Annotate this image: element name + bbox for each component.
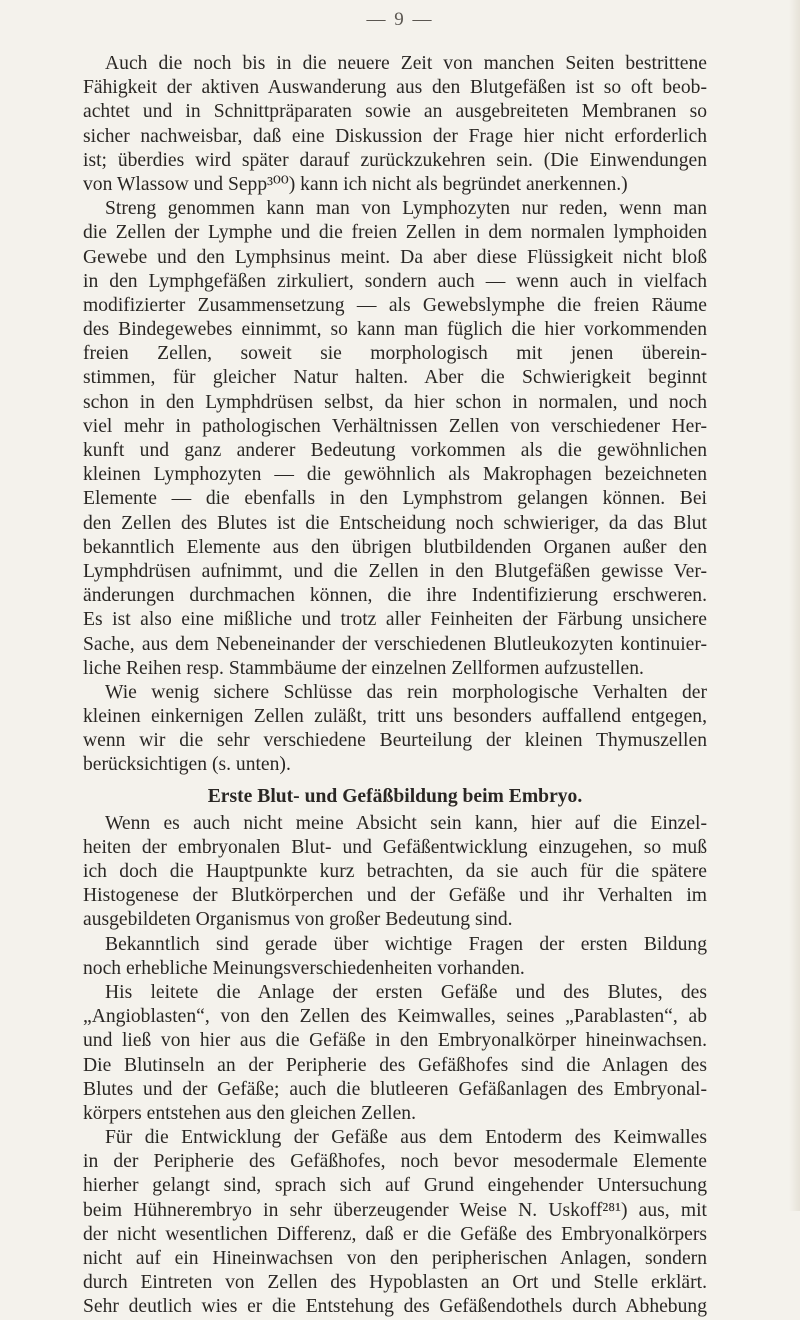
text-line: ich doch die Hauptpunkte kurz betrachten, da sie auch für die spätere [83, 861, 707, 882]
text-line: „Angioblasten“, von den Zellen des Keimwalles, seines „Parablasten“, ab [83, 1006, 707, 1028]
text-line: Auch die noch bis in die neuere Zeit von manchen Seiten bestrittene [105, 53, 707, 74]
text-line: der nicht wesentlichen Differenz, daß er die Gefäße des Embryonalkörpers [83, 1223, 707, 1245]
text-line: Lymphdrüsen aufnimmt, und die Zellen in den Blutgefäßen gewisse Ver- [83, 560, 707, 582]
section-heading: Erste Blut- und Gefäßbildung beim Embryo. [207, 785, 583, 807]
text-line: ausgebildeten Organismus von großer Bedeutung sind. [83, 909, 513, 931]
text-line: von Wlassow und Sepp³⁰⁰) kann ich nicht als begründet anerkennen.) [83, 173, 628, 195]
text-line: viel mehr in pathologischen Verhältnissen Zellen von verschiedener Her- [83, 415, 707, 437]
text-line: und ließ von hier aus die Gefäße in den Embryonalkörper hineinwachsen. [83, 1030, 707, 1052]
paragraph [83, 812, 707, 933]
text-line: Wie wenig sichere Schlüsse das rein morphologische Verhalten der [105, 681, 707, 703]
paragraph [83, 52, 707, 197]
text-line: achtet und in Schnittpräparaten sowie an ausgebreiteten Membranen so [83, 101, 707, 123]
page-edge-shadow [789, 0, 800, 1211]
text-line: die Zellen der Lymphe und die freien Zellen in dem normalen lymphoiden [83, 222, 707, 244]
text-line: modifizierter Zusammensetzung — als Gewebslymphe die freien Räume [83, 294, 707, 316]
text-line: Sache, aus dem Nebeneinander der verschiedenen Blutleukozyten kontinuier- [83, 633, 707, 655]
text-line: durch Eintreten von Zellen des Hypoblasten an Ort und Stelle erklärt. [83, 1272, 707, 1294]
text-line: hierher gelangt sind, sprach sich auf Grund eingehender Untersuchung [83, 1175, 707, 1197]
text-line: Sehr deutlich wies er die Entstehung des Gefäßendothels durch Abhebung [83, 1296, 707, 1318]
text-line: kunft und ganz anderer Bedeutung vorkommen als die gewöhnlichen [83, 440, 707, 461]
body-text [83, 52, 707, 1320]
text-line: in den Lymphgefäßen zirkuliert, sondern auch — wenn auch in vielfach [83, 270, 707, 292]
text-line: Die Blutinseln an der Peripherie des Gefäßhofes sind die Anlagen des [83, 1054, 707, 1076]
text-line: kleinen einkernigen Zellen zuläßt, tritt uns besonders auffallend entgegen, [83, 706, 707, 728]
text-line: in der Peripherie des Gefäßhofes, noch bevor mesodermale Elemente [83, 1151, 707, 1173]
page-number: — 9 — [366, 9, 434, 30]
text-line: körpers entstehen aus den gleichen Zellen. [83, 1102, 416, 1124]
text-line: Fähigkeit der aktiven Auswanderung aus den Blutgefäßen ist so oft beob- [83, 77, 707, 99]
text-line: berücksichtigen (s. unten). [83, 754, 291, 776]
text-line: Elemente — die ebenfalls in den Lymphstrom gelangen können. Bei [83, 488, 707, 510]
text-line: noch erhebliche Meinungsverschiedenheiten vorhanden. [83, 957, 525, 979]
text-line: Bekanntlich sind gerade über wichtige Fragen der ersten Bildung [105, 933, 707, 955]
text-line: ist; überdies wird später darauf zurückzukehren sein. (Die Einwendungen [83, 149, 707, 171]
text-line: wenn wir die sehr verschiedene Beurteilung der kleinen Thymuszellen [83, 730, 707, 752]
text-line: Es ist also eine mißliche und trotz aller Feinheiten der Färbung unsichere [83, 609, 707, 631]
text-line: sicher nachweisbar, daß eine Diskussion der Frage hier nicht erforderlich [83, 125, 707, 147]
text-line: Gewebe und den Lymphsinus meint. Da aber diese Flüssigkeit nicht bloß [83, 246, 707, 268]
paragraph [83, 981, 707, 1126]
text-line: des Bindegewebes einnimmt, so kann man füglich die hier vorkommenden [83, 319, 707, 341]
text-line: freien Zellen, soweit sie morphologisch mit jenen überein- [83, 343, 707, 365]
text-line: bekanntlich Elemente aus den übrigen blutbildenden Organen außer den [83, 536, 707, 558]
text-line: Histogenese der Blutkörperchen und der Gefäße und ihr Verhalten im [83, 885, 707, 907]
text-line: schon in den Lymphdrüsen selbst, da hier schon in normalen, und noch [83, 391, 707, 413]
paragraph [83, 681, 707, 778]
text-line: nicht auf ein Hineinwachsen von den peripherischen Anlagen, sondern [83, 1248, 707, 1269]
text-line: Wenn es auch nicht meine Absicht sein kann, hier auf die Einzel- [105, 812, 707, 834]
text-line: änderungen durchmachen können, die ihre Indentifizierung erschweren. [83, 585, 707, 607]
text-line: Blutes und der Gefäße; auch die blutleeren Gefäßanlagen des Embryonal- [83, 1078, 707, 1100]
text-line: heiten der embryonalen Blut- und Gefäßentwicklung einzugehen, so muß [83, 836, 707, 858]
text-line: His leitete die Anlage der ersten Gefäße und des Blutes, des [105, 981, 707, 1003]
paragraph [83, 1126, 707, 1320]
text-line: beim Hühnerembryo in sehr überzeugender Weise N. Uskoff²⁸¹) aus, mit [83, 1199, 707, 1221]
text-line: Für die Entwicklung der Gefäße aus dem Entoderm des Keimwalles [105, 1127, 707, 1149]
paragraph [83, 933, 707, 981]
text-line: den Zellen des Blutes ist die Entscheidung noch schwieriger, da das Blut [83, 512, 707, 534]
text-line: liche Reihen resp. Stammbäume der einzelnen Zellformen aufzustellen. [83, 657, 644, 679]
text-line: kleinen Lymphozyten — die gewöhnlich als Makrophagen bezeichneten [83, 464, 707, 486]
text-line: Streng genommen kann man von Lymphozyten nur reden, wenn man [105, 198, 707, 220]
text-line: stimmen, für gleicher Natur halten. Aber die Schwierigkeit beginnt [83, 367, 707, 389]
paragraph [83, 197, 707, 681]
